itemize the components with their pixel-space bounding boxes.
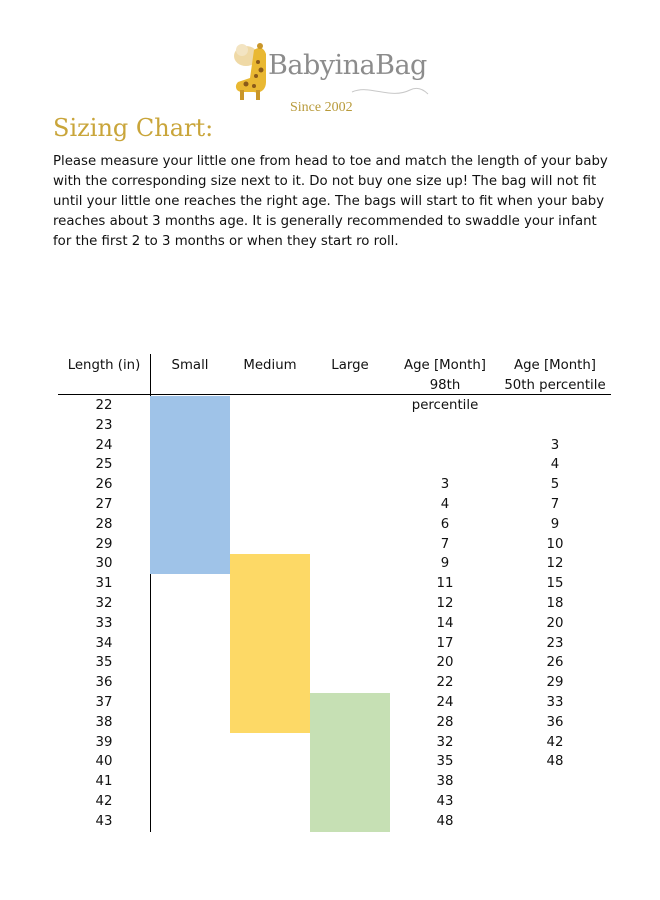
header-small: Small <box>171 358 209 373</box>
length-cell: 22 <box>95 398 113 413</box>
length-cell: 29 <box>95 536 113 552</box>
age-98th-cell: 4 <box>440 497 450 512</box>
header-age-98th-line1: Age [Month] <box>404 358 486 373</box>
age-50th-cell: 29 <box>546 675 564 691</box>
size-band-large <box>310 693 390 832</box>
age-50th-cell: 26 <box>546 655 564 671</box>
age-98th-cell: 35 <box>436 754 454 770</box>
age-50th-cell: 15 <box>546 576 564 592</box>
age-50th-cell: 33 <box>546 695 564 710</box>
age-98th-cell: 14 <box>436 615 454 631</box>
age-98th-cell: 9 <box>440 556 450 572</box>
header-age-98th-line2: 98th percentile <box>411 378 479 413</box>
age-98th-cell: 22 <box>436 675 454 691</box>
length-cell: 26 <box>95 477 113 493</box>
length-cell: 37 <box>95 695 113 710</box>
age-98th-cell: 38 <box>436 774 454 790</box>
brand-name: BabyinaBag <box>268 50 427 81</box>
length-cell: 36 <box>95 675 113 691</box>
age-50th-cell: 5 <box>550 477 560 493</box>
size-band-medium <box>230 554 310 732</box>
length-cell: 34 <box>95 635 113 651</box>
length-cell: 42 <box>95 794 113 809</box>
age-98th-cell: 3 <box>440 477 450 493</box>
age-50th-cell: 48 <box>546 754 564 770</box>
length-cell: 40 <box>95 754 113 770</box>
age-50th-cell: 7 <box>550 497 560 512</box>
length-cell: 33 <box>95 615 113 631</box>
length-cell: 25 <box>95 457 113 473</box>
swirl-ornament-icon <box>350 82 430 102</box>
age-98th-cell: 43 <box>436 794 454 809</box>
length-cell: 24 <box>95 437 113 453</box>
header-divider <box>58 394 611 395</box>
age-98th-cell: 32 <box>436 734 454 750</box>
age-50th-cell: 20 <box>546 615 564 631</box>
header-medium: Medium <box>243 358 297 373</box>
since-label: Since 2002 <box>290 100 353 115</box>
length-cell: 39 <box>95 734 113 750</box>
header-age-50th <box>500 356 610 396</box>
age-50th-cell: 3 <box>550 437 560 453</box>
age-98th-cell: 7 <box>440 536 450 552</box>
size-band-small <box>150 396 230 574</box>
age-98th-cell: 20 <box>436 655 454 671</box>
length-cell: 38 <box>95 714 113 730</box>
age-50th-cell: 9 <box>550 516 560 532</box>
brand-logo <box>230 38 430 120</box>
page-title: Sizing Chart: <box>53 114 214 142</box>
length-cell: 43 <box>95 813 113 829</box>
age-50th-cell: 42 <box>546 734 564 750</box>
header-large: Large <box>331 358 369 373</box>
age-50th-cell: 12 <box>546 556 564 572</box>
header-age-98th <box>395 356 495 416</box>
age-50th-cell: 4 <box>550 457 560 473</box>
sizing-description: Please measure your little one from head to toe and match the length of your baby with the corresponding size next to it. Do not buy one size up! The bag will not fit until your little one reaches the right age. The bags will start to fit when your baby reaches about 3 months age. It is generally recommended to swaddle your infant for the first 2 to 3 months or when they start ro roll. <box>53 154 608 249</box>
length-cell: 31 <box>95 576 113 592</box>
age-98th-cell: 28 <box>436 714 454 730</box>
age-50th-cell: 18 <box>546 596 564 611</box>
age-98th-cell: 48 <box>436 813 454 829</box>
age-50th-cell: 23 <box>546 635 564 651</box>
age-98th-cell: 11 <box>436 576 454 592</box>
age-50th-cell: 36 <box>546 714 564 730</box>
length-cell: 35 <box>95 655 113 671</box>
length-cell: 32 <box>95 596 113 611</box>
length-cell: 28 <box>95 516 113 532</box>
age-98th-cell: 17 <box>436 635 454 651</box>
length-cell: 41 <box>95 774 113 790</box>
length-cell: 23 <box>95 417 113 433</box>
length-cell: 30 <box>95 556 113 572</box>
header-age-50th-line2: 50th percentile <box>504 378 606 393</box>
age-98th-cell: 6 <box>440 516 450 532</box>
length-cell: 27 <box>95 497 113 512</box>
header-age-50th-line1: Age [Month] <box>514 358 596 373</box>
age-98th-cell: 24 <box>436 695 454 710</box>
age-98th-cell: 12 <box>436 596 454 611</box>
header-length: Length (in) <box>67 358 141 373</box>
age-50th-cell: 10 <box>546 536 564 552</box>
